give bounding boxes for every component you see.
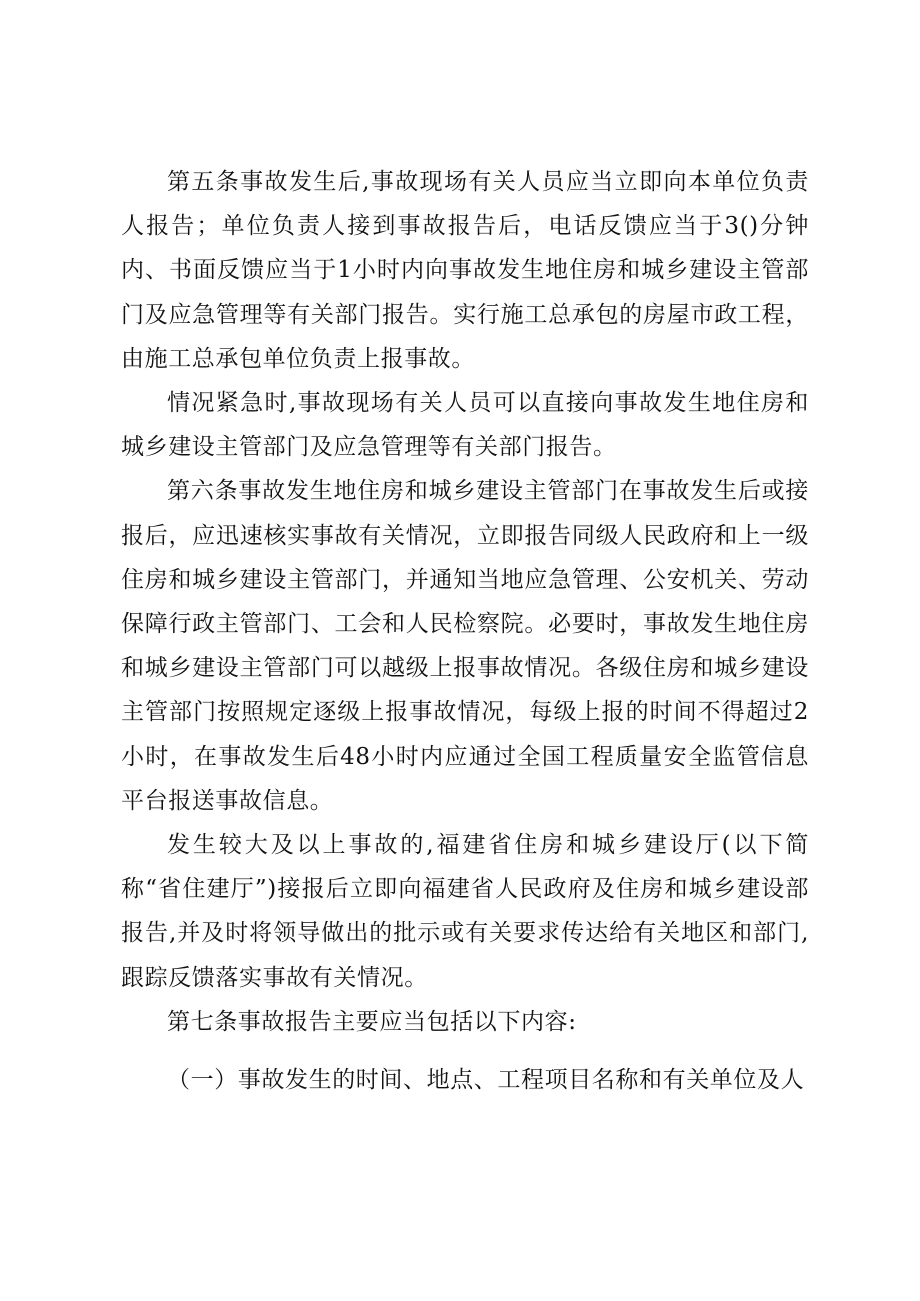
paragraph-major-accident: 发生较大及以上事故的,福建省住房和城乡建设厅(以下简称“省住建厅”)接报后立即向福建省人民政府及住房和城乡建设部报告,并及时将领导做出的批示或有关要求传达给有关地区和部门,跟踪反馈落实事故有关情况。 xyxy=(121,832,809,991)
paragraph-emergency-report: 情况紧急时,事故现场有关人员可以直接向事故发生地住房和城乡建设主管部门及应急管理等有关部门报告。 xyxy=(121,390,809,461)
list-item-1: （一）事故发生的时间、地点、工程项目名称和有关单位及人 xyxy=(167,1067,805,1094)
paragraph-article-6: 第六条事故发生地住房和城乡建设主管部门在事故发生后或接报后，应迅速核实事故有关情况，立即报告同级人民政府和上一级住房和城乡建设主管部门，并通知当地应急管理、公安机关、劳动保障行政主管部门、工会和人民检察院。必要时，事故发生地住房和城乡建设主管部门可以越级上报事故情况。各级住房和城乡建设主管部门按照规定逐级上报事故情况，每级上报的时间不得超过2小时，在事故发生后48小时内应通过全国工程质量安全监管信息平台报送事故信息。 xyxy=(121,478,809,814)
paragraph-article-5: 第五条事故发生后,事故现场有关人员应当立即向本单位负责人报告；单位负责人接到事故报告后，电话反馈应当于3()分钟内、书面反馈应当于1小时内向事故发生地住房和城乡建设主管部门及应急管理等有关部门报告。实行施工总承包的房屋市政工程，由施工总承包单位负责上报事故。 xyxy=(121,169,809,372)
paragraph-article-7: 第七条事故报告主要应当包括以下内容: xyxy=(167,1008,577,1035)
document-body xyxy=(121,160,809,1102)
